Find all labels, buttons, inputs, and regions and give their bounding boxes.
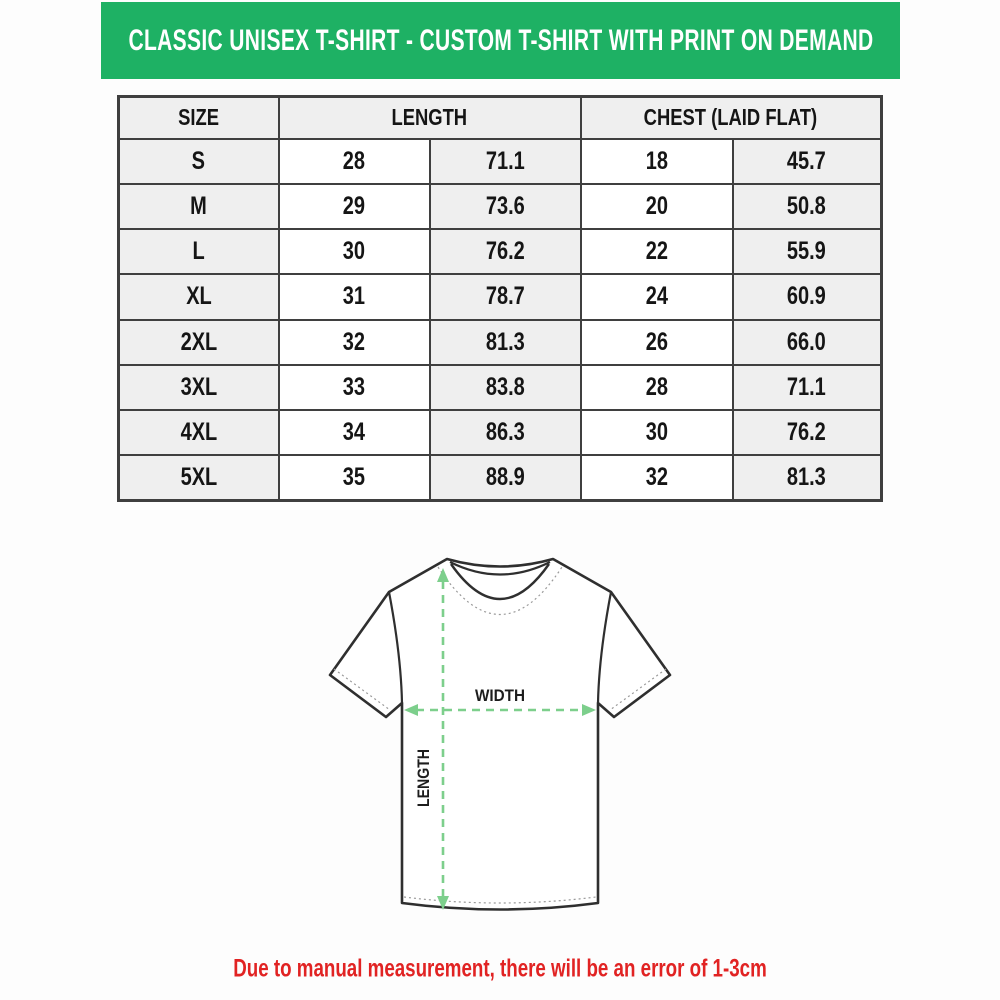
cell-length-cm [430,320,581,365]
cell-text: 33 [342,372,366,401]
measurement-note [0,948,1000,990]
cell-chest-cm [733,320,882,365]
cell-text: 73.6 [485,191,525,220]
title-banner [101,2,900,79]
table-row-3xl [119,365,882,410]
cell-size [119,274,279,319]
cell-length-cm [430,139,581,184]
cell-size [119,455,279,500]
cell-text: 31 [342,282,366,311]
cell-text: S [192,146,206,175]
cell-length-cm [430,184,581,229]
tshirt-diagram [300,535,700,945]
cell-chest-cm [733,274,882,319]
cell-length-cm [430,365,581,410]
table-row-m [119,184,882,229]
cell-text: 83.8 [485,372,525,401]
cell-text: XL [185,282,212,311]
measurement-note-text: Due to manual measurement, there will be an error of 1-3cm [233,954,767,983]
cell-chest-cm [733,410,882,455]
cell-text: 34 [342,418,366,447]
cell-chest-in [581,365,733,410]
cell-text: 30 [342,237,366,266]
cell-size [119,229,279,274]
header-length [279,97,581,139]
cell-length-in [279,320,430,365]
cell-length-in [279,229,430,274]
page-title: CLASSIC UNISEX T-SHIRT - CUSTOM T-SHIRT WITH PRINT ON DEMAND [127,23,874,57]
cell-text: 35 [342,463,366,492]
size-table-header [119,97,882,139]
cell-length-in [279,410,430,455]
cell-length-in [279,455,430,500]
cell-text: 28 [645,372,668,401]
cell-chest-in [581,139,733,184]
length-label: LENGTH [414,737,433,807]
table-row-2xl [119,320,882,365]
cell-text: 76.2 [787,418,827,447]
cell-text: 55.9 [787,237,827,266]
cell-chest-in [581,410,733,455]
cell-text: 32 [645,463,668,492]
cell-text: 18 [645,146,668,175]
cell-chest-cm [733,139,882,184]
cell-text: 30 [645,418,668,447]
cell-text: 60.9 [787,282,827,311]
cell-text: 24 [645,282,668,311]
cell-length-in [279,365,430,410]
cell-text: 78.7 [485,282,525,311]
cell-length-cm [430,455,581,500]
size-table [117,95,883,502]
cell-text: M [190,191,208,220]
tshirt-outline [330,559,670,910]
cell-text: 81.3 [485,327,525,356]
cell-text: 50.8 [787,191,827,220]
cell-text: 32 [342,327,366,356]
table-row-4xl [119,410,882,455]
cell-chest-in [581,229,733,274]
cell-chest-in [581,455,733,500]
cell-text: 5XL [180,463,218,492]
cell-chest-cm [733,455,882,500]
header-size-label: SIZE [178,104,220,131]
cell-text: 81.3 [787,463,827,492]
cell-length-in [279,139,430,184]
cell-text: 3XL [180,372,218,401]
table-row-5xl [119,455,882,500]
cell-text: L [192,237,205,266]
cell-chest-cm [733,365,882,410]
header-row [119,97,882,139]
width-label: WIDTH [475,686,525,705]
cell-size [119,410,279,455]
cell-text: 28 [342,146,366,175]
cell-size [119,184,279,229]
table-row-xl [119,274,882,319]
cell-text: 88.9 [485,463,525,492]
cell-chest-cm [733,229,882,274]
size-table-body [119,139,882,501]
header-chest-label: CHEST (LAID FLAT) [644,104,818,131]
cell-text: 4XL [180,418,218,447]
cell-text: 29 [342,191,366,220]
cell-text: 26 [645,327,668,356]
cell-chest-in [581,320,733,365]
cell-length-cm [430,229,581,274]
cell-text: 2XL [180,327,218,356]
cell-text: 71.1 [787,372,827,401]
cell-text: 71.1 [485,146,525,175]
cell-length-cm [430,274,581,319]
cell-chest-cm [733,184,882,229]
cell-length-in [279,274,430,319]
cell-chest-in [581,274,733,319]
cell-size [119,139,279,184]
cell-text: 66.0 [787,327,827,356]
cell-text: 22 [645,237,668,266]
table-row-l [119,229,882,274]
cell-length-in [279,184,430,229]
cell-length-cm [430,410,581,455]
cell-text: 86.3 [485,418,525,447]
header-chest [581,97,882,139]
tshirt-svg [300,535,700,945]
cell-size [119,320,279,365]
cell-text: 20 [645,191,668,220]
cell-text: 45.7 [787,146,827,175]
cell-size [119,365,279,410]
table-row-s [119,139,882,184]
header-length-label: LENGTH [391,104,468,131]
header-size [119,97,279,139]
cell-text: 76.2 [485,237,525,266]
cell-chest-in [581,184,733,229]
